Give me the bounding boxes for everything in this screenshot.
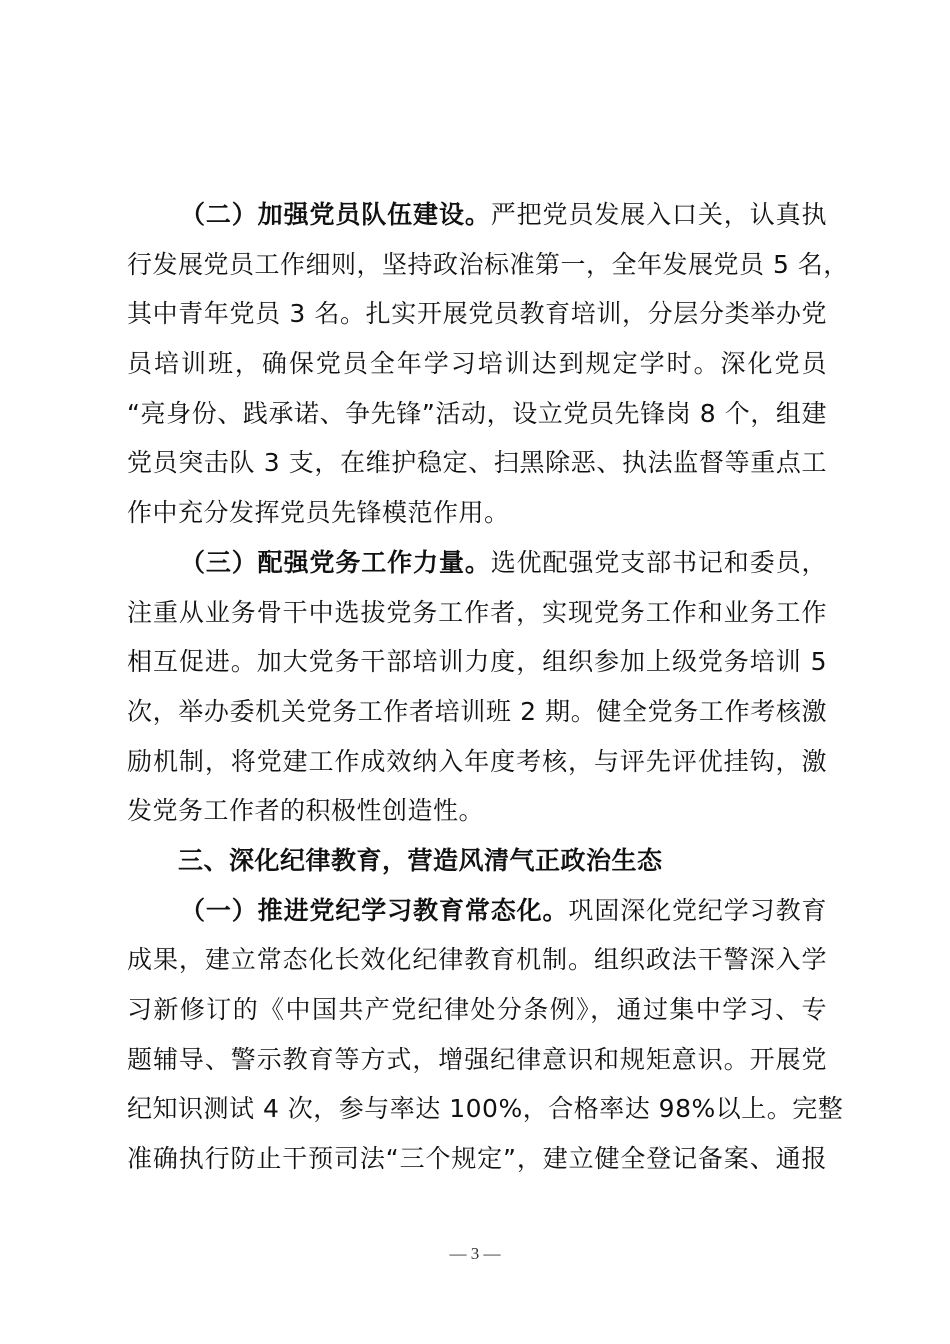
paragraph-team-building bbox=[127, 190, 849, 538]
text-line: 成果，建立常态化长效化纪律教育机制。组织政法干警深入学 bbox=[127, 945, 827, 975]
text-line: 发党务工作者的积极性创造性。 bbox=[127, 796, 485, 826]
text-line: 次，举办委机关党务工作者培训班 2 期。健全党务工作考核激 bbox=[127, 696, 827, 726]
text-line: 员培训班，确保党员全年学习培训达到规定学时。深化党员 bbox=[127, 349, 827, 379]
text-line: 作中充分发挥党员先锋模范作用。 bbox=[127, 498, 510, 528]
text-line: 相互促进。加大党务干部培训力度，组织参加上级党务培训 5 bbox=[127, 647, 827, 677]
text-span: 严把党员发展入口关，认真执 bbox=[490, 200, 827, 229]
text-span: 选优配强党支部书记和委员， bbox=[490, 547, 827, 577]
text-line: “亮身份、践承诺、争先锋”活动，设立党员先锋岗 8 个，组建 bbox=[127, 398, 827, 428]
text-line: 准确执行防止干预司法“三个规定”，建立健全登记备案、通报 bbox=[127, 1144, 827, 1174]
text-line: 纪知识测试 4 次，参与率达 100%，合格率达 98%以上。完整 bbox=[127, 1094, 844, 1124]
text-line bbox=[127, 886, 827, 936]
paragraph-title: （三）配强党务工作力量。 bbox=[180, 547, 491, 577]
text-span: 巩固深化党纪学习教育 bbox=[568, 895, 827, 925]
text-line: 党员突击队 3 支，在维护稳定、扫黑除恶、执法监督等重点工 bbox=[127, 448, 827, 478]
text-line bbox=[127, 538, 827, 588]
text-line: 其中青年党员 3 名。扎实开展党员教育培训，分层分类举办党 bbox=[127, 299, 827, 329]
paragraph-discipline-education bbox=[127, 886, 844, 1184]
text-line: 行发展党员工作细则，坚持政治标准第一，全年发展党员 5 名， bbox=[127, 249, 849, 279]
text-line bbox=[127, 190, 827, 240]
text-line: 题辅导、警示教育等方式，增强纪律意识和规矩意识。开展党 bbox=[127, 1044, 827, 1074]
text-line: 注重从业务骨干中选拔党务工作者，实现党务工作和业务工作 bbox=[127, 597, 827, 627]
paragraph-title: （一）推进党纪学习教育常态化。 bbox=[180, 895, 569, 925]
text-line: 励机制，将党建工作成效纳入年度考核，与评先评优挂钩，激 bbox=[127, 746, 827, 776]
section-heading: 三、深化纪律教育，营造风清气正政治生态 bbox=[178, 845, 663, 875]
text-line: 习新修订的《中国共产党纪律处分条例》，通过集中学习、专 bbox=[127, 995, 827, 1024]
document-body bbox=[127, 190, 849, 1184]
paragraph-party-affairs bbox=[127, 538, 827, 836]
page-number: — 3 — bbox=[449, 1244, 501, 1263]
paragraph-title: （二）加强党员队伍建设。 bbox=[180, 200, 491, 229]
